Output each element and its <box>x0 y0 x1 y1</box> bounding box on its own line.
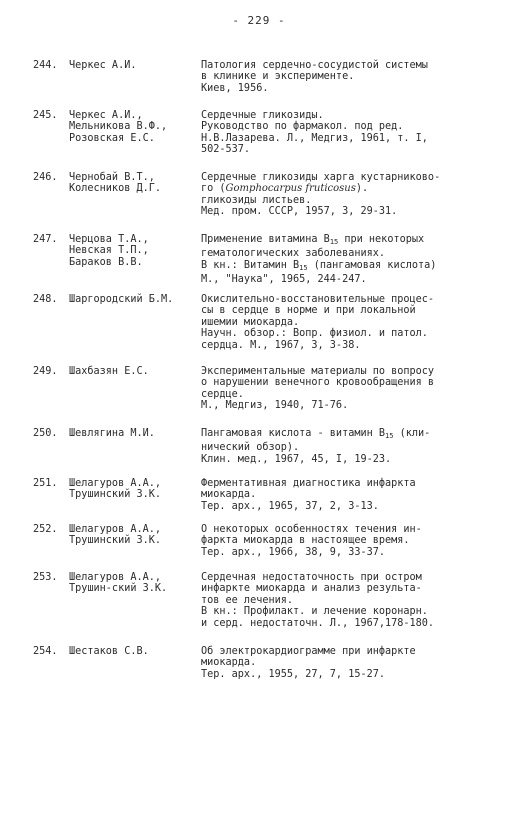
entry-line: ишемии миокарда. <box>201 316 300 328</box>
entry-line: Руководство по фармакол. под ред. <box>201 121 404 133</box>
author: Черкес А.И., <box>69 110 143 121</box>
author: Шелагуров А.А., <box>69 572 162 583</box>
entry-description <box>201 572 503 629</box>
entry-description <box>201 428 503 465</box>
entry-line: Сердечные гликозиды харга кустарниково- <box>201 172 441 183</box>
author: Бараков В.В. <box>69 256 143 268</box>
entry-description <box>201 172 503 218</box>
entry-line: сы в сердце в норме и при локальной <box>201 305 416 317</box>
entry-text: го ( <box>201 183 226 195</box>
entry-line <box>201 260 503 274</box>
entry-authors <box>69 572 189 595</box>
entry-authors <box>69 366 189 377</box>
entry-line: Об электрокардиограмме при инфаркте <box>201 646 416 657</box>
entry-description <box>201 478 503 512</box>
entry-number: 246. <box>33 172 58 183</box>
entry-line: сердца. М., 1967, 3, 3-38. <box>201 339 361 351</box>
entry-line: В кн.: Профилакт. и лечение коронарн. <box>201 606 428 618</box>
entry-line: фаркта миокарда в настоящее время. <box>201 535 410 547</box>
entry-authors <box>69 524 189 547</box>
entry-line: Сердечная недостаточность при остром <box>201 572 422 583</box>
entry-line <box>201 183 503 194</box>
entry-line: сердце. <box>201 388 244 400</box>
entry-line: Н.В.Лазарева. Л., Медгиз, 1961, т. I, <box>201 132 428 144</box>
entry-number: 249. <box>33 366 58 377</box>
entry-line: Патология сердечно-сосудистой системы <box>201 60 428 71</box>
entry-authors <box>69 294 189 305</box>
entry-line: М., Медгиз, 1940, 71-76. <box>201 400 349 412</box>
entry-line: нический обзор). <box>201 442 300 454</box>
entry-number: 245. <box>33 110 58 121</box>
entry-authors <box>69 646 189 657</box>
entry-line: Клин. мед., 1967, 45, I, 19-23. <box>201 453 392 465</box>
author: Черкес А.И. <box>69 60 137 71</box>
author: Колесников Д.Г. <box>69 183 162 195</box>
entry-line: о нарушении венечного кровообращения в <box>201 377 435 389</box>
entry-authors <box>69 234 189 268</box>
entry-line: тов ее лечения. <box>201 594 294 606</box>
subscript: 15 <box>385 432 394 440</box>
page-number: - 229 - <box>232 14 286 27</box>
entry-line: гликозиды листьев. <box>201 194 312 206</box>
author: Шахбазян Е.С. <box>69 366 149 377</box>
entry-line: Сердечные гликозиды. <box>201 110 324 121</box>
author: Мельникова В.Ф., <box>69 121 168 133</box>
entry-line: Ферментативная диагностика инфаркта <box>201 478 416 489</box>
entry-line: Экспериментальные материалы по вопросу <box>201 366 435 377</box>
entry-number: 251. <box>33 478 58 489</box>
entry-line: и серд. недостаточн. Л., 1967,178-180. <box>201 617 435 629</box>
entry-line: миокарда. <box>201 657 257 669</box>
entry-description <box>201 294 503 351</box>
entry-authors <box>69 60 189 71</box>
entry-number: 254. <box>33 646 58 657</box>
author: Трушинский З.К. <box>69 489 162 501</box>
entry-authors <box>69 110 189 144</box>
entry-line: в клинике и эксперименте. <box>201 71 355 83</box>
entry-line: Тер. арх., 1966, 38, 9, 33-37. <box>201 546 386 558</box>
entry-line: инфаркте миокарда и анализ результа- <box>201 583 422 595</box>
entry-number: 248. <box>33 294 58 305</box>
author: Шевлягина М.И. <box>69 428 155 439</box>
entry-number: 247. <box>33 234 58 245</box>
entry-line: Научн. обзор.: Вопр. физиол. и патол. <box>201 328 428 340</box>
author: Шелагуров А.А., <box>69 478 162 489</box>
entry-authors <box>69 172 189 195</box>
entry-description <box>201 646 503 680</box>
author: Трушин-ский З.К. <box>69 583 168 595</box>
author: Чернобай В.Т., <box>69 172 155 183</box>
entry-line: гематологических заболеваниях. <box>201 248 386 260</box>
entry-line: миокарда. <box>201 489 257 501</box>
entry-line: М., "Наука", 1965, 244-247. <box>201 274 367 286</box>
entry-text: при некоторых <box>338 234 425 245</box>
entry-number: 250. <box>33 428 58 439</box>
subscript: 15 <box>329 238 339 246</box>
entry-line: Тер. арх., 1965, 37, 2, 3-13. <box>201 500 379 512</box>
entry-text: ). <box>355 183 369 195</box>
author: Невская Т.П., <box>69 245 149 257</box>
entry-description <box>201 234 503 286</box>
handwritten-latin-name: Gomphocarpus fruticosus <box>225 183 356 195</box>
entry-line: Мед. пром. СССР, 1957, 3, 29-31. <box>201 206 398 218</box>
author: Шестаков С.В. <box>69 646 149 657</box>
entry-line: О некоторых особенностях течения ин- <box>201 524 422 535</box>
entry-text: Пангамовая кислота - витамин В <box>201 428 386 439</box>
author: Шаргородский Б.М. <box>69 294 174 305</box>
entry-number: 252. <box>33 524 58 535</box>
entry-line <box>201 234 503 248</box>
entry-description <box>201 110 503 156</box>
entry-line: Киев, 1956. <box>201 82 269 94</box>
entry-number: 244. <box>33 60 58 71</box>
entry-line <box>201 428 503 442</box>
subscript: 15 <box>299 263 308 272</box>
entry-text: (пангамовая кислота) <box>307 259 437 271</box>
entry-description <box>201 524 503 558</box>
entry-number: 253. <box>33 572 58 583</box>
entry-authors <box>69 428 189 439</box>
entry-text: В кн.: Витамин В <box>201 259 300 271</box>
author: Розовская Е.С. <box>69 132 155 144</box>
entry-description <box>201 60 503 94</box>
entry-text: (кли- <box>393 428 431 439</box>
entry-line: Окислительно-восстановительные процес- <box>201 294 435 305</box>
author: Трушинский З.К. <box>69 535 162 547</box>
entry-authors <box>69 478 189 501</box>
author: Черцова Т.А., <box>69 234 149 245</box>
entry-line: 502-537. <box>201 144 251 156</box>
entry-description <box>201 366 503 412</box>
entry-text: Применение витамина В <box>201 234 330 245</box>
entry-line: Тер. арх., 1955, 27, 7, 15-27. <box>201 668 386 680</box>
author: Шелагуров А.А., <box>69 524 162 535</box>
